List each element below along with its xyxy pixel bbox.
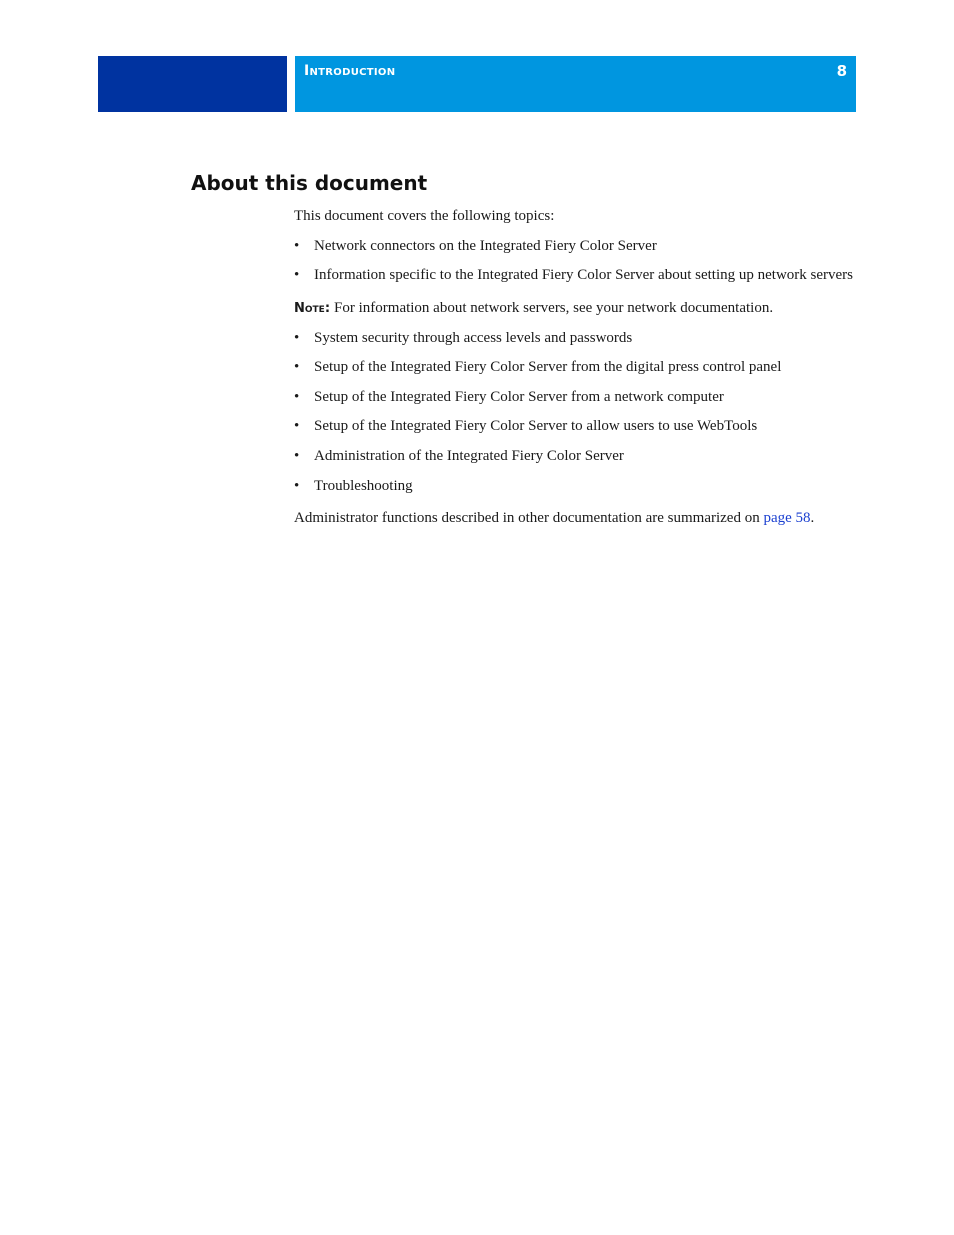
list-item [294,388,724,406]
list-item-text: Network connectors on the Integrated Fiery Color Server [314,238,657,254]
list-item [294,329,632,347]
list-item-text: Setup of the Integrated Fiery Color Server from a network computer [314,389,724,405]
list-item-text: System security through access levels and passwords [314,330,633,346]
bullet-icon: • [294,418,300,434]
note-text: For information about network servers, see your network documentation. [334,300,774,316]
header-dark-block [98,56,287,112]
closing-end: . [810,510,815,526]
closing-paragraph [294,509,814,527]
bullet-icon: • [294,389,300,405]
list-item [294,417,757,435]
list-item [294,477,413,495]
list-item-text: Setup of the Integrated Fiery Color Server to allow users to use WebTools [314,418,758,434]
closing-text: Administrator functions described in other documentation are summarized on [294,510,764,526]
page-58-link[interactable]: page 58 [763,510,811,526]
intro-paragraph: This document covers the following topics: [294,208,555,224]
bullet-icon: • [294,330,300,346]
list-item-text: Troubleshooting [314,478,413,494]
list-item-text: Administration of the Integrated Fiery Color Server [314,448,624,464]
list-item [294,237,657,255]
list-item-text: Information specific to the Integrated Fiery Color Server about setting up network servers [314,267,854,283]
page-number: 8 [836,62,847,80]
list-item [294,447,624,465]
bullet-icon: • [294,359,300,375]
note-label: Note: [294,301,331,316]
bullet-icon: • [294,448,300,464]
list-item [294,358,781,376]
note-paragraph [294,299,773,318]
list-item-text: Setup of the Integrated Fiery Color Server from the digital press control panel [314,359,782,375]
list-item [294,266,853,284]
chapter-title: Introduction [304,63,396,79]
bullet-icon: • [294,238,300,254]
header-bar [295,56,856,112]
bullet-icon: • [294,267,300,283]
bullet-icon: • [294,478,300,494]
section-heading: About this document [191,171,428,195]
